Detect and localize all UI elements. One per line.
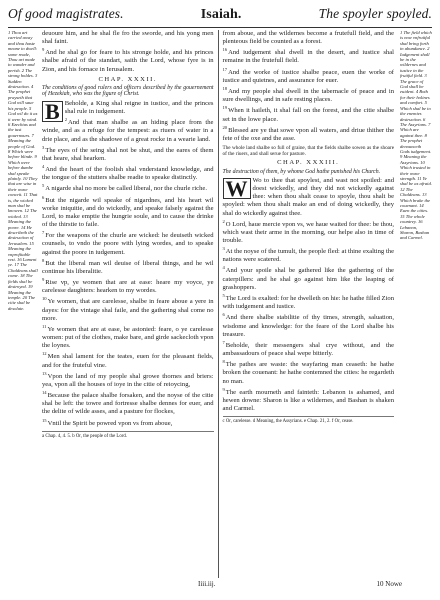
catchword: 10 Nowe xyxy=(376,580,402,588)
verse: Beholde, a King shal reigne in iustice, and the princes shal rule in iudgement. xyxy=(64,99,214,116)
header-rule xyxy=(8,27,432,28)
left-margin-notes: 1 Thou art carried away and thou haste meane to dwell: some reade, Thou art made to wander and perish. 2 The strong holdes. 3 Sudden destruction. 4 The prophet prayseth that God will saue his people. 5 God wil do it as it were by wind. 6 Ezechias and the iust gouernours. 7 Meaning the people of God. 8 Which were before blinde. 9 Which were before dumbe shal speake plainly. 10 They that are wise in their owne conceit. 11 That is, the wicked man shal be knowen. 12 The wicked. 13 Meaning the poore. 14 He describeth the destruction of Jerusalem. 15 Meaning the vnprofitable rest. 16 Lament ye. 17 The Chaldeans shall come. 18 The fields shal be destroyed. 19 Meaning the temple. 20 The citie shal be desolate. xyxy=(8,30,38,311)
right-margin-notes: 1 The field which is now vnfruitful shal bring forth in abundance. 2 Iudgement shall be in the wildernes and iustice in the fruitful field. 3 The grace of God shall be euident. 4 Both for their holines and comfort. 5 Which shal be to the enemies destruction. 6 The Assyrians. 7 Which are against thee. 8 The prophet denounceth Gods iudgement. 9 Meaning the Assyrians. 10 Which trusted in their owne strength. 11 Ye shal be as afraid. 12 The Chaldeans. 13 Which brake the couenant. 14 Euen the cities. 15 The whole countrey. 16 Lebanon, Sharon, Bashan and Carmel. xyxy=(400,30,432,241)
left-column: deuoure him, and he shal fle fro the sworde, and his yong men shal faint. $^9$And he shal go for feare to his stronge holde, and his princes shalbe afraid of the standart, saith the Lord, whose fyre is in Zion, and his fornace in Ierusalem. CHAP. XXXII. The conditions of good rulers and officers described by the gouernement of Hezekiah, who was the figure of Christ. B Beholde, a King shal reigne in iustice, and the princes shal rule in iudgement. $^2$And that man shalbe as an hiding place from the winde, and as a refuge for the tempest: as riuers of water in a drie place, and as the shadowe of a great rocke in a wearie land. $^3$The eyes of the seing shal not be shut, and the eares of them that heare, shal hearken. $^4$And the heart of the foolish shal vnderstand knowledge, and the tongue of the stutters shalbe readie to speake distinctly. $^5$A nigarde shal no more be called liberal, nor the churle riche. $^6$But the nigarde wil speake of nigardnes, and his heart wil worke iniquitie, and do wickedly, and speake falsely against the Lord, to make emptie the hungrie soule, and to cause the drinke of the thirstie to faile. $^7$For the weapons of the churle are wicked: he deuiseth wicked counsels, to vndo the poore with lying wordes, and to speake against the poore in iudgement. $^8$But the liberal man wil deuise of liberal things, and he wil continue his liberalitie. $^9$Rise vp, ye women that are at ease: heare my voyce, ye carelesse daughters: hearken to my wordes. $^{10}$Ye women, that are carelesse, shalbe in feare aboue a yere in dayes: for the vintage shal faile, and the gathering shal come no more. $^{11}$Ye women that are at ease, be astonied: feare, o ye carelesse women: put of the clothes, make bare, and girde sackecloth vpon the loynes. $^{12}$Men shal lament for the teates, euen for the pleasant fields, and for the fruteful vine. $^{13}$Vpon the land of my people shal growe thornes and briers: yea, vpon all the houses of ioye in the citie of reioycing, $^{14}$Because the palace shalbe forsaken, and the noyse of the citie shal be left: the towre and fortresse shalbe dennes for euer, and the delite of wilde asses, and a pasture for flockes, $^{15}$Vntil the Spirit be powred vpon vs from aboue, a Chap. 4, 4. 5. b Or, the people of the Lord. xyxy=(38,30,219,578)
verse: And the heart of the foolish shal vnderstand knowledge, and the tongue of the stutters shalbe readie to speake distinctly. xyxy=(42,166,214,182)
chapter-argument: The conditions of good rulers and officers described by the gouernement of Hezekiah, who was the figure of Christ. xyxy=(42,84,214,98)
verse: Vntil the Spirit be powred vpon vs from aboue, xyxy=(47,419,173,427)
verse: For the weapons of the churle are wicked: he deuiseth wicked counsels, to vndo the poore with lying wordes, and to speake against the poore in iudgement. xyxy=(42,232,214,256)
verse: And he shal go for feare to his stronge holde, and his princes shalbe afraid of the standart, saith the Lord, whose fyre is in Zion, and his fornace in Ierusalem. xyxy=(42,49,214,73)
side-note: The whole land shalbe so full of graine, that the fields shalbe sowen as the shoare of the riuers, and shall serue for pasture. xyxy=(222,145,394,158)
verse: Ye women, that are carelesse, shalbe in feare aboue a yere in dayes: for the vintage shal faile, and the gathering shal come no more. xyxy=(42,298,214,322)
verse: The earth mourneth and fainteth: Lebanon is ashamed, and hewen downe: Sharon is like a wildernes, and Bashan is shaken and Carmel. xyxy=(222,388,394,412)
verse: The Lord is exalted: for he dwelleth on hie: he hathe filled Zion with iudgement and iustice. xyxy=(222,295,394,311)
verse: Rise vp, ye women that are at ease: heare my voyce, ye carelesse daughters: hearken to my wordes. xyxy=(42,279,214,295)
chapter-argument: The destruction of them, by whome God hathe punished his Church. xyxy=(222,168,381,175)
chapter-heading: CHAP. XXXII. xyxy=(98,75,157,83)
header-center: Isaiah. xyxy=(200,7,242,22)
verse: And that man shalbe as an hiding place from the winde, and as a refuge for the tempest: as riuers of water in a drie place, and as the shadowe of a great rocke in a wearie land. xyxy=(42,119,214,143)
verse: And my people shal dwell in the tabernacle of peace and in sure dwellings, and in safe resting places. xyxy=(222,88,394,104)
verse: The eyes of the seing shal not be shut, and the eares of them that heare, shal hearken. xyxy=(42,146,214,162)
drop-cap: B xyxy=(42,101,63,122)
verse: Men shal lament for the teates, euen for the pleasant fields, and for the fruteful vine. xyxy=(42,353,214,369)
header-right: The spoyler spoyled. xyxy=(318,6,432,21)
verse: Blessed are ye that sowe vpon all waters, and driue thither the fete of the oxe and the asse. xyxy=(222,126,394,142)
verse: Beholde, their messengers shal crye without, and the ambassadours of peace shal wepe bitterly. xyxy=(222,341,394,358)
verse: But the liberal man wil deuise of liberal things, and he wil continue his liberalitie. xyxy=(42,259,214,275)
verse: And your spoile shal be gathered like the gathering of the caterpillers: and he shal go against him like the leaping of grashoppers. xyxy=(222,267,394,291)
verse: And there shalbe stabilitie of thy times, strength, saluation, wisdome and knowledge: for the feare of the Lord shalbe his treasure. xyxy=(222,314,394,338)
verse: And iudgement shal dwell in the desert, and iustice shal remaine in the frutefull field. xyxy=(222,49,394,65)
footnotes: c Or, carelesse. d Meaning, the Assyrians. e Chap. 21, 2. f Or, cease. xyxy=(223,416,395,425)
verse: Vpon the land of my people shal growe thornes and briers: yea, vpon all the houses of ioye in the citie of reioycing, xyxy=(42,372,214,388)
verse: A nigarde shal no more be called liberal, nor the churle riche. xyxy=(45,185,207,193)
verse: When it haileth, it shal fall on the forest, and the citie shalbe set in the lowe place. xyxy=(222,107,394,123)
verse: And the worke of iustice shalbe peace, euen the worke of iustice and quietnes, and assurance for euer. xyxy=(222,68,394,84)
drop-cap: W xyxy=(223,178,251,199)
page-footer xyxy=(8,578,432,592)
footnotes: a Chap. 4, 4. 5. b Or, the people of the Lord. xyxy=(42,431,214,440)
header-left: Of good magistrates. xyxy=(8,6,124,21)
right-column: from aboue, and the wildernes become a frutefull field, and the plenteous field be counted as a forest. $^{16}$And iudgement shal dwell in the desert, and iustice shal remaine in the frutefull field. $^{17}$And the worke of iustice shalbe peace, euen the worke of iustice and quietnes, and assurance for euer. $^{18}$And my people shal dwell in the tabernacle of peace and in sure dwellings, and in safe resting places. $^{19}$When it haileth, it shal fall on the forest, and the citie shalbe set in the lowe place. $^{20}$Blessed are ye that sowe vpon all waters, and driue thither the fete of the oxe and the asse. The whole land shalbe so full of graine, that the fields shalbe sowen as the shoare of the riuers, and shall serue for pasture. CHAP. XXXIII. The destruction of them, by whome God hathe punished his Church. W Wo to thee that spoylest, and wast not spoiled: and doest wickedly, and they did not wickedly against thee: when thou shalt cease to spoyle, thou shalt be spoyled: when thou shalt make an end of doing wickedly, they shal do wickedly against thee. $^2$O Lord, haue mercie vpon vs, we haue waited for thee: be thou, which wast their arme in the morning, our helpe also in time of trouble. $^3$At the noyse of the tumult, the people fled: at thine exalting the nations were scatered. $^4$And your spoile shal be gathered like the gathering of the caterpillers: and he shal go against him like the leaping of grashoppers. $^5$The Lord is exalted: for he dwelleth on hie: he hathe filled Zion with iudgement and iustice. $^6$And there shalbe stabilitie of thy times, strength, saluation, wisdome and knowledge: for the feare of the Lord shalbe his treasure. $^7$Beholde, their messengers shal crye without, and the ambassadours of peace shal wepe bitterly. $^8$The pathes are waste: the wayfaring man ceaseth: he hathe broken the couenant: he hathe contemned the cities: he regardeth no man. $^9$The earth mourneth and fainteth: Lebanon is ashamed, and hewen downe: Sharon is like a wildernes, and Bashan is shaken and Carmel. c Or, carelesse. d Meaning, the Assyrians. e Chap. 21, 2. f Or, cease. xyxy=(222,30,394,425)
signature-mark: Iiii.iij. xyxy=(198,580,216,588)
verse: At the noyse of the tumult, the people fled: at thine exalting the nations were scatered. xyxy=(222,248,394,264)
verse: Ye women that are at ease, be astonied: feare, o ye carelesse women: put of the clothes, make bare, and girde sackecloth vpon the loynes. xyxy=(42,326,214,350)
running-header xyxy=(8,6,432,26)
verse: deuoure him, and he shal fle fro the sworde, and his yong men shal faint. xyxy=(42,30,214,46)
verse: from aboue, and the wildernes become a frutefull field, and the plenteous field be counted as a forest. xyxy=(222,30,394,46)
verse: O Lord, haue mercie vpon vs, we haue waited for thee: be thou, which wast their arme in the morning, our helpe also in time of trouble. xyxy=(222,220,394,244)
verse: Because the palace shalbe forsaken, and the noyse of the citie shal be left: the towre and fortresse shalbe dennes for euer, and the delite of wilde asses, and a pasture for flockes, xyxy=(42,392,214,416)
verse: But the nigarde wil speake of nigardnes, and his heart wil worke iniquitie, and do wickedly, and speake falsely against the Lord, to make emptie the hungrie soule, and to cause the drinke of the thirstie to faile. xyxy=(42,196,214,229)
chapter-heading: CHAP. XXXIII. xyxy=(277,159,340,167)
verse: The pathes are waste: the wayfaring man ceaseth: he hathe broken the couenant: he hathe contemned the cities: he regardeth no man. xyxy=(222,361,394,385)
verse: Wo to thee that spoylest, and wast not spoiled: and doest wickedly, and they did not wickedly against thee: when thou shalt cease to spoyle, thou shalt be spoyled: when thou shalt make an end of doing wickedly, they shal do wickedly against thee. xyxy=(222,177,394,217)
